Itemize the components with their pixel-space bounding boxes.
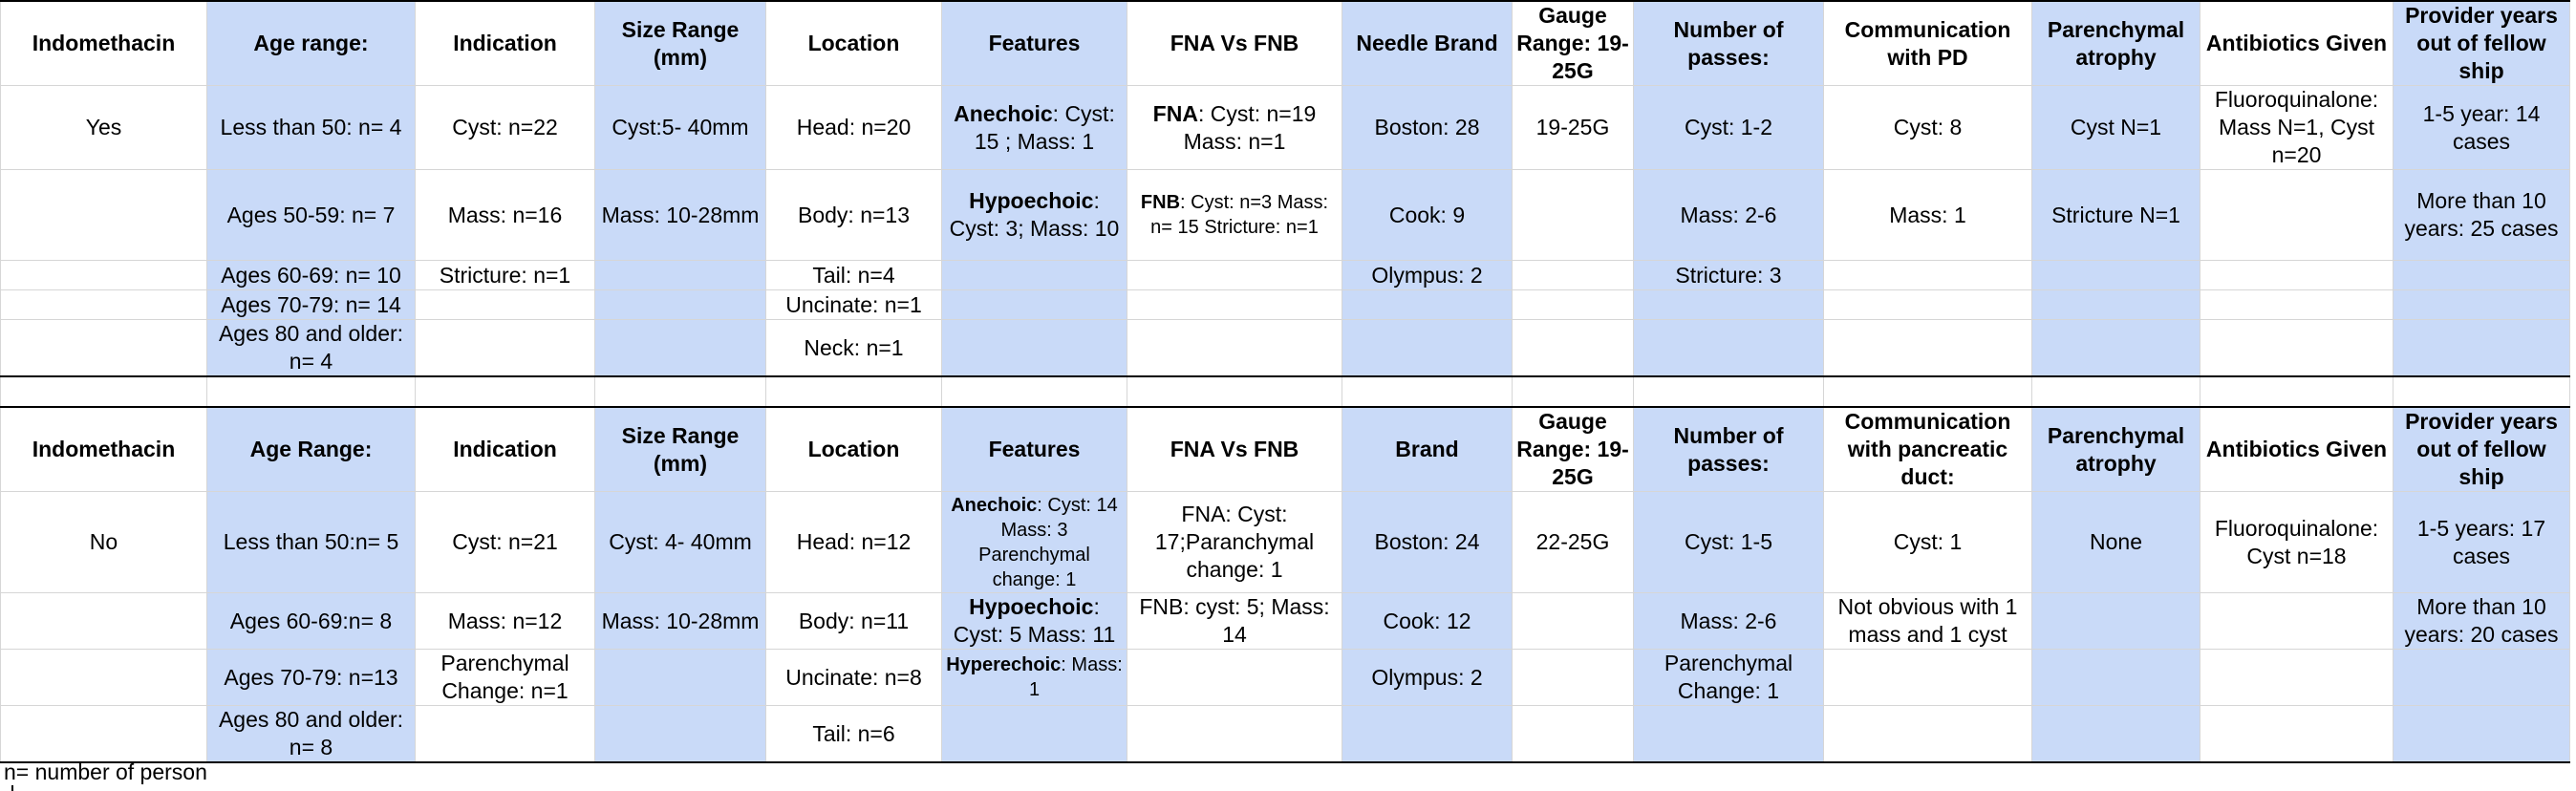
feature-label: Anechoic xyxy=(951,494,1038,516)
feature-detail: : Cyst: 14 Mass: 3 Parenchymal change: 1 xyxy=(978,494,1118,590)
cell[interactable] xyxy=(2200,261,2394,290)
cell[interactable]: More than 10 years: 25 cases xyxy=(2394,170,2570,261)
cell[interactable] xyxy=(1513,320,1634,377)
cell[interactable]: Neck: n=1 xyxy=(766,320,942,377)
cell[interactable]: Head: n=12 xyxy=(766,492,942,593)
cell[interactable]: Cyst: 1-5 xyxy=(1634,492,1824,593)
cell[interactable] xyxy=(1,320,207,377)
cell[interactable]: Uncinate: n=1 xyxy=(766,290,942,320)
yes-header-indication[interactable]: Indication xyxy=(416,1,595,86)
cell[interactable] xyxy=(1634,320,1824,377)
separator-row xyxy=(1,376,2570,407)
cell[interactable] xyxy=(2200,320,2394,377)
no-header-antibiotics[interactable]: Antibiotics Given xyxy=(2200,407,2394,492)
yes-header-communication[interactable]: Communication with PD xyxy=(1824,1,2032,86)
cell[interactable]: Cyst N=1 xyxy=(2032,86,2200,170)
cell[interactable] xyxy=(2032,650,2200,706)
yes-header-indomethacin[interactable]: Indomethacin xyxy=(1,1,207,86)
cell[interactable] xyxy=(416,706,595,763)
cell[interactable]: Cyst: n=22 xyxy=(416,86,595,170)
cell[interactable] xyxy=(2200,290,2394,320)
cell[interactable]: Parenchymal Change: n=1 xyxy=(416,650,595,706)
cell[interactable]: Ages 60-69: n= 10 xyxy=(207,261,416,290)
cell[interactable] xyxy=(1,650,207,706)
cell[interactable] xyxy=(1127,170,1342,261)
cell[interactable]: Parenchymal Change: 1 xyxy=(1634,650,1824,706)
cell[interactable] xyxy=(2200,593,2394,650)
yes-row-4 xyxy=(1,290,2570,320)
cell[interactable]: Ages 60-69:n= 8 xyxy=(207,593,416,650)
cell[interactable]: Stricture: n=1 xyxy=(416,261,595,290)
cell[interactable] xyxy=(1,261,207,290)
cell[interactable] xyxy=(1,706,207,763)
cell[interactable]: Olympus: 2 xyxy=(1342,650,1513,706)
no-header-communication[interactable]: Communication with pancreatic duct: xyxy=(1824,407,2032,492)
cell[interactable]: Boston: 24 xyxy=(1342,492,1513,593)
cell[interactable]: Body: n=11 xyxy=(766,593,942,650)
cell[interactable] xyxy=(1127,261,1342,290)
cell[interactable] xyxy=(1824,650,2032,706)
no-header-provider-years[interactable]: Provider years out of fellow ship xyxy=(2394,407,2570,492)
yes-header-age-range[interactable]: Age range: xyxy=(207,1,416,86)
cell[interactable] xyxy=(1342,320,1513,377)
cell[interactable] xyxy=(2394,320,2570,377)
cell[interactable]: Cyst:5- 40mm xyxy=(595,86,766,170)
cell[interactable] xyxy=(1513,170,1634,261)
yes-row-5 xyxy=(1,320,2570,377)
cell[interactable] xyxy=(2200,170,2394,261)
feature-detail: : Mass: 1 xyxy=(1028,654,1123,700)
cell[interactable]: Mass: n=12 xyxy=(416,593,595,650)
yes-header-gauge-range[interactable]: Gauge Range: 19-25G xyxy=(1513,1,1634,86)
cell[interactable]: Not obvious with 1 mass and 1 cyst xyxy=(1824,593,2032,650)
cell[interactable]: None xyxy=(2032,492,2200,593)
cell[interactable]: Less than 50:n= 5 xyxy=(207,492,416,593)
cell[interactable]: Stricture N=1 xyxy=(2032,170,2200,261)
cell[interactable] xyxy=(2032,376,2200,407)
cell[interactable]: 19-25G xyxy=(1513,86,1634,170)
cell[interactable]: 1-5 year: 14 cases xyxy=(2394,86,2570,170)
cell[interactable] xyxy=(1342,290,1513,320)
cell[interactable] xyxy=(1513,290,1634,320)
cell[interactable] xyxy=(1342,706,1513,763)
cell[interactable] xyxy=(1513,593,1634,650)
cell[interactable] xyxy=(1824,261,2032,290)
cell[interactable]: Less than 50: n= 4 xyxy=(207,86,416,170)
no-header-number-of-passes[interactable]: Number of passes: xyxy=(1634,407,1824,492)
cell[interactable] xyxy=(2032,261,2200,290)
cell[interactable] xyxy=(2032,320,2200,377)
cell[interactable] xyxy=(595,650,766,706)
cell[interactable]: Mass: 1 xyxy=(1824,170,2032,261)
cell[interactable] xyxy=(2394,706,2570,763)
cell[interactable] xyxy=(416,290,595,320)
cell[interactable]: Mass: 10-28mm xyxy=(595,170,766,261)
yes-header-size-range[interactable]: Size Range (mm) xyxy=(595,1,766,86)
cell[interactable] xyxy=(942,290,1127,320)
no-row-1 xyxy=(1,492,2570,593)
no-header-size-range[interactable]: Size Range (mm) xyxy=(595,407,766,492)
yes-row-1 xyxy=(1,86,2570,170)
cell[interactable] xyxy=(1127,650,1342,706)
cell[interactable] xyxy=(766,376,942,407)
yes-header-provider-years[interactable]: Provider years out of fellow ship xyxy=(2394,1,2570,86)
cell[interactable] xyxy=(1634,290,1824,320)
footnote: n= number of person xyxy=(4,759,207,784)
cell[interactable]: Cyst: 8 xyxy=(1824,86,2032,170)
yes-header-needle-brand[interactable]: Needle Brand xyxy=(1342,1,1513,86)
cell[interactable] xyxy=(1342,376,1513,407)
cell[interactable]: FNB: cyst: 5; Mass: 14 xyxy=(1127,593,1342,650)
cell[interactable] xyxy=(1127,320,1342,377)
cell[interactable] xyxy=(2032,593,2200,650)
yes-header-row xyxy=(1,1,2570,86)
cell[interactable]: Head: n=20 xyxy=(766,86,942,170)
cell[interactable] xyxy=(1513,261,1634,290)
feature-label: Anechoic xyxy=(954,100,1053,126)
no-header-brand[interactable]: Brand xyxy=(1342,407,1513,492)
cell-cursor-mark xyxy=(11,785,13,791)
cell[interactable] xyxy=(942,86,1127,170)
cell[interactable] xyxy=(942,706,1127,763)
yes-header-parenchymal-atrophy[interactable]: Parenchymal atrophy xyxy=(2032,1,2200,86)
cell[interactable] xyxy=(595,320,766,377)
cell[interactable] xyxy=(595,290,766,320)
cell[interactable] xyxy=(416,376,595,407)
yes-header-antibiotics[interactable]: Antibiotics Given xyxy=(2200,1,2394,86)
cell[interactable]: Ages 80 and older: n= 4 xyxy=(207,320,416,377)
cell[interactable] xyxy=(1634,706,1824,763)
feature-detail: : Cyst: 5 Mass: 11 xyxy=(953,594,1116,647)
cell[interactable] xyxy=(942,320,1127,377)
cell[interactable] xyxy=(207,376,416,407)
cell[interactable]: 1-5 years: 17 cases xyxy=(2394,492,2570,593)
no-header-row xyxy=(1,407,2570,492)
cell[interactable] xyxy=(2394,376,2570,407)
cell[interactable] xyxy=(2394,261,2570,290)
cell[interactable] xyxy=(1127,290,1342,320)
cell[interactable]: Tail: n=6 xyxy=(766,706,942,763)
cell[interactable] xyxy=(942,261,1127,290)
cell[interactable]: Cook: 12 xyxy=(1342,593,1513,650)
cell[interactable]: More than 10 years: 20 cases xyxy=(2394,593,2570,650)
cell[interactable]: Ages 50-59: n= 7 xyxy=(207,170,416,261)
no-header-indomethacin[interactable]: Indomethacin xyxy=(1,407,207,492)
cell[interactable] xyxy=(1127,376,1342,407)
no-row-2 xyxy=(1,593,2570,650)
cell[interactable] xyxy=(595,706,766,763)
yes-header-features[interactable]: Features xyxy=(942,1,1127,86)
cell[interactable]: Yes xyxy=(1,86,207,170)
no-header-age-range[interactable]: Age Range: xyxy=(207,407,416,492)
cell[interactable]: Fluoroquinalone: Mass N=1, Cyst n=20 xyxy=(2200,86,2394,170)
cell[interactable] xyxy=(1127,706,1342,763)
cell[interactable] xyxy=(942,650,1127,706)
feature-label: Hyperechoic xyxy=(946,654,1062,675)
cell[interactable] xyxy=(595,376,766,407)
cell[interactable] xyxy=(1,170,207,261)
cell[interactable] xyxy=(1824,290,2032,320)
no-header-indication[interactable]: Indication xyxy=(416,407,595,492)
cell[interactable]: Cook: 9 xyxy=(1342,170,1513,261)
cell[interactable] xyxy=(1824,376,2032,407)
no-row-4 xyxy=(1,706,2570,763)
feature-detail: : Cyst: 3; Mass: 10 xyxy=(949,188,1120,241)
yes-header-number-of-passes[interactable]: Number of passes: xyxy=(1634,1,1824,86)
method-detail: : Cyst: n=3 Mass: n= 15 Stricture: n=1 xyxy=(1150,192,1329,238)
yes-header-location[interactable]: Location xyxy=(766,1,942,86)
cell[interactable] xyxy=(2200,650,2394,706)
cell[interactable] xyxy=(416,320,595,377)
cell[interactable]: Ages 70-79: n= 14 xyxy=(207,290,416,320)
cell[interactable]: Cyst: 1-2 xyxy=(1634,86,1824,170)
cell[interactable] xyxy=(1513,706,1634,763)
method-label: FNB xyxy=(1140,192,1181,213)
cell[interactable]: Mass: 10-28mm xyxy=(595,593,766,650)
cell[interactable]: Cyst: 4- 40mm xyxy=(595,492,766,593)
cell[interactable] xyxy=(2394,290,2570,320)
no-row-3 xyxy=(1,650,2570,706)
cell[interactable] xyxy=(942,376,1127,407)
cell[interactable]: Mass: 2-6 xyxy=(1634,593,1824,650)
cell[interactable]: Stricture: 3 xyxy=(1634,261,1824,290)
cell[interactable] xyxy=(2394,650,2570,706)
no-header-features[interactable]: Features xyxy=(942,407,1127,492)
cell[interactable]: Mass: 2-6 xyxy=(1634,170,1824,261)
cell[interactable] xyxy=(1513,376,1634,407)
cell[interactable] xyxy=(2200,376,2394,407)
cell[interactable]: Uncinate: n=8 xyxy=(766,650,942,706)
no-header-fna-vs-fnb[interactable]: FNA Vs FNB xyxy=(1127,407,1342,492)
cell[interactable] xyxy=(1824,320,2032,377)
cell[interactable] xyxy=(1,376,207,407)
cell[interactable] xyxy=(2032,290,2200,320)
method-detail: : Cyst: n=19 Mass: n=1 xyxy=(1183,100,1317,154)
yes-row-3 xyxy=(1,261,2570,290)
no-header-location[interactable]: Location xyxy=(766,407,942,492)
cell[interactable] xyxy=(1,593,207,650)
yes-row-2 xyxy=(1,170,2570,261)
cell[interactable] xyxy=(2032,706,2200,763)
no-header-gauge-range[interactable]: Gauge Range: 19-25G xyxy=(1513,407,1634,492)
cell[interactable] xyxy=(942,170,1127,261)
method-label: FNA xyxy=(1152,100,1198,126)
cell[interactable]: 22-25G xyxy=(1513,492,1634,593)
cell[interactable]: Body: n=13 xyxy=(766,170,942,261)
feature-label: Hypoechoic xyxy=(969,594,1094,619)
cell[interactable] xyxy=(942,593,1127,650)
cell[interactable] xyxy=(1127,86,1342,170)
cell[interactable]: Cyst: n=21 xyxy=(416,492,595,593)
cell[interactable]: Fluoroquinalone: Cyst n=18 xyxy=(2200,492,2394,593)
cell[interactable] xyxy=(1634,376,1824,407)
cell[interactable] xyxy=(595,261,766,290)
cell[interactable]: Ages 80 and older: n= 8 xyxy=(207,706,416,763)
cell[interactable]: Mass: n=16 xyxy=(416,170,595,261)
cell[interactable]: FNA: Cyst: 17;Paranchymal change: 1 xyxy=(1127,492,1342,593)
feature-detail: : Cyst: 15 ; Mass: 1 xyxy=(974,100,1115,154)
cell[interactable] xyxy=(1513,650,1634,706)
cell[interactable] xyxy=(942,492,1127,593)
cell[interactable]: No xyxy=(1,492,207,593)
cell[interactable] xyxy=(1,290,207,320)
yes-header-fna-vs-fnb[interactable]: FNA Vs FNB xyxy=(1127,1,1342,86)
cell[interactable]: Cyst: 1 xyxy=(1824,492,2032,593)
cell[interactable]: Tail: n=4 xyxy=(766,261,942,290)
cell[interactable] xyxy=(2200,706,2394,763)
cell[interactable] xyxy=(1824,706,2032,763)
no-header-parenchymal-atrophy[interactable]: Parenchymal atrophy xyxy=(2032,407,2200,492)
cell[interactable]: Olympus: 2 xyxy=(1342,261,1513,290)
cell[interactable]: Ages 70-79: n=13 xyxy=(207,650,416,706)
cell[interactable]: Boston: 28 xyxy=(1342,86,1513,170)
feature-label: Hypoechoic xyxy=(969,188,1094,213)
